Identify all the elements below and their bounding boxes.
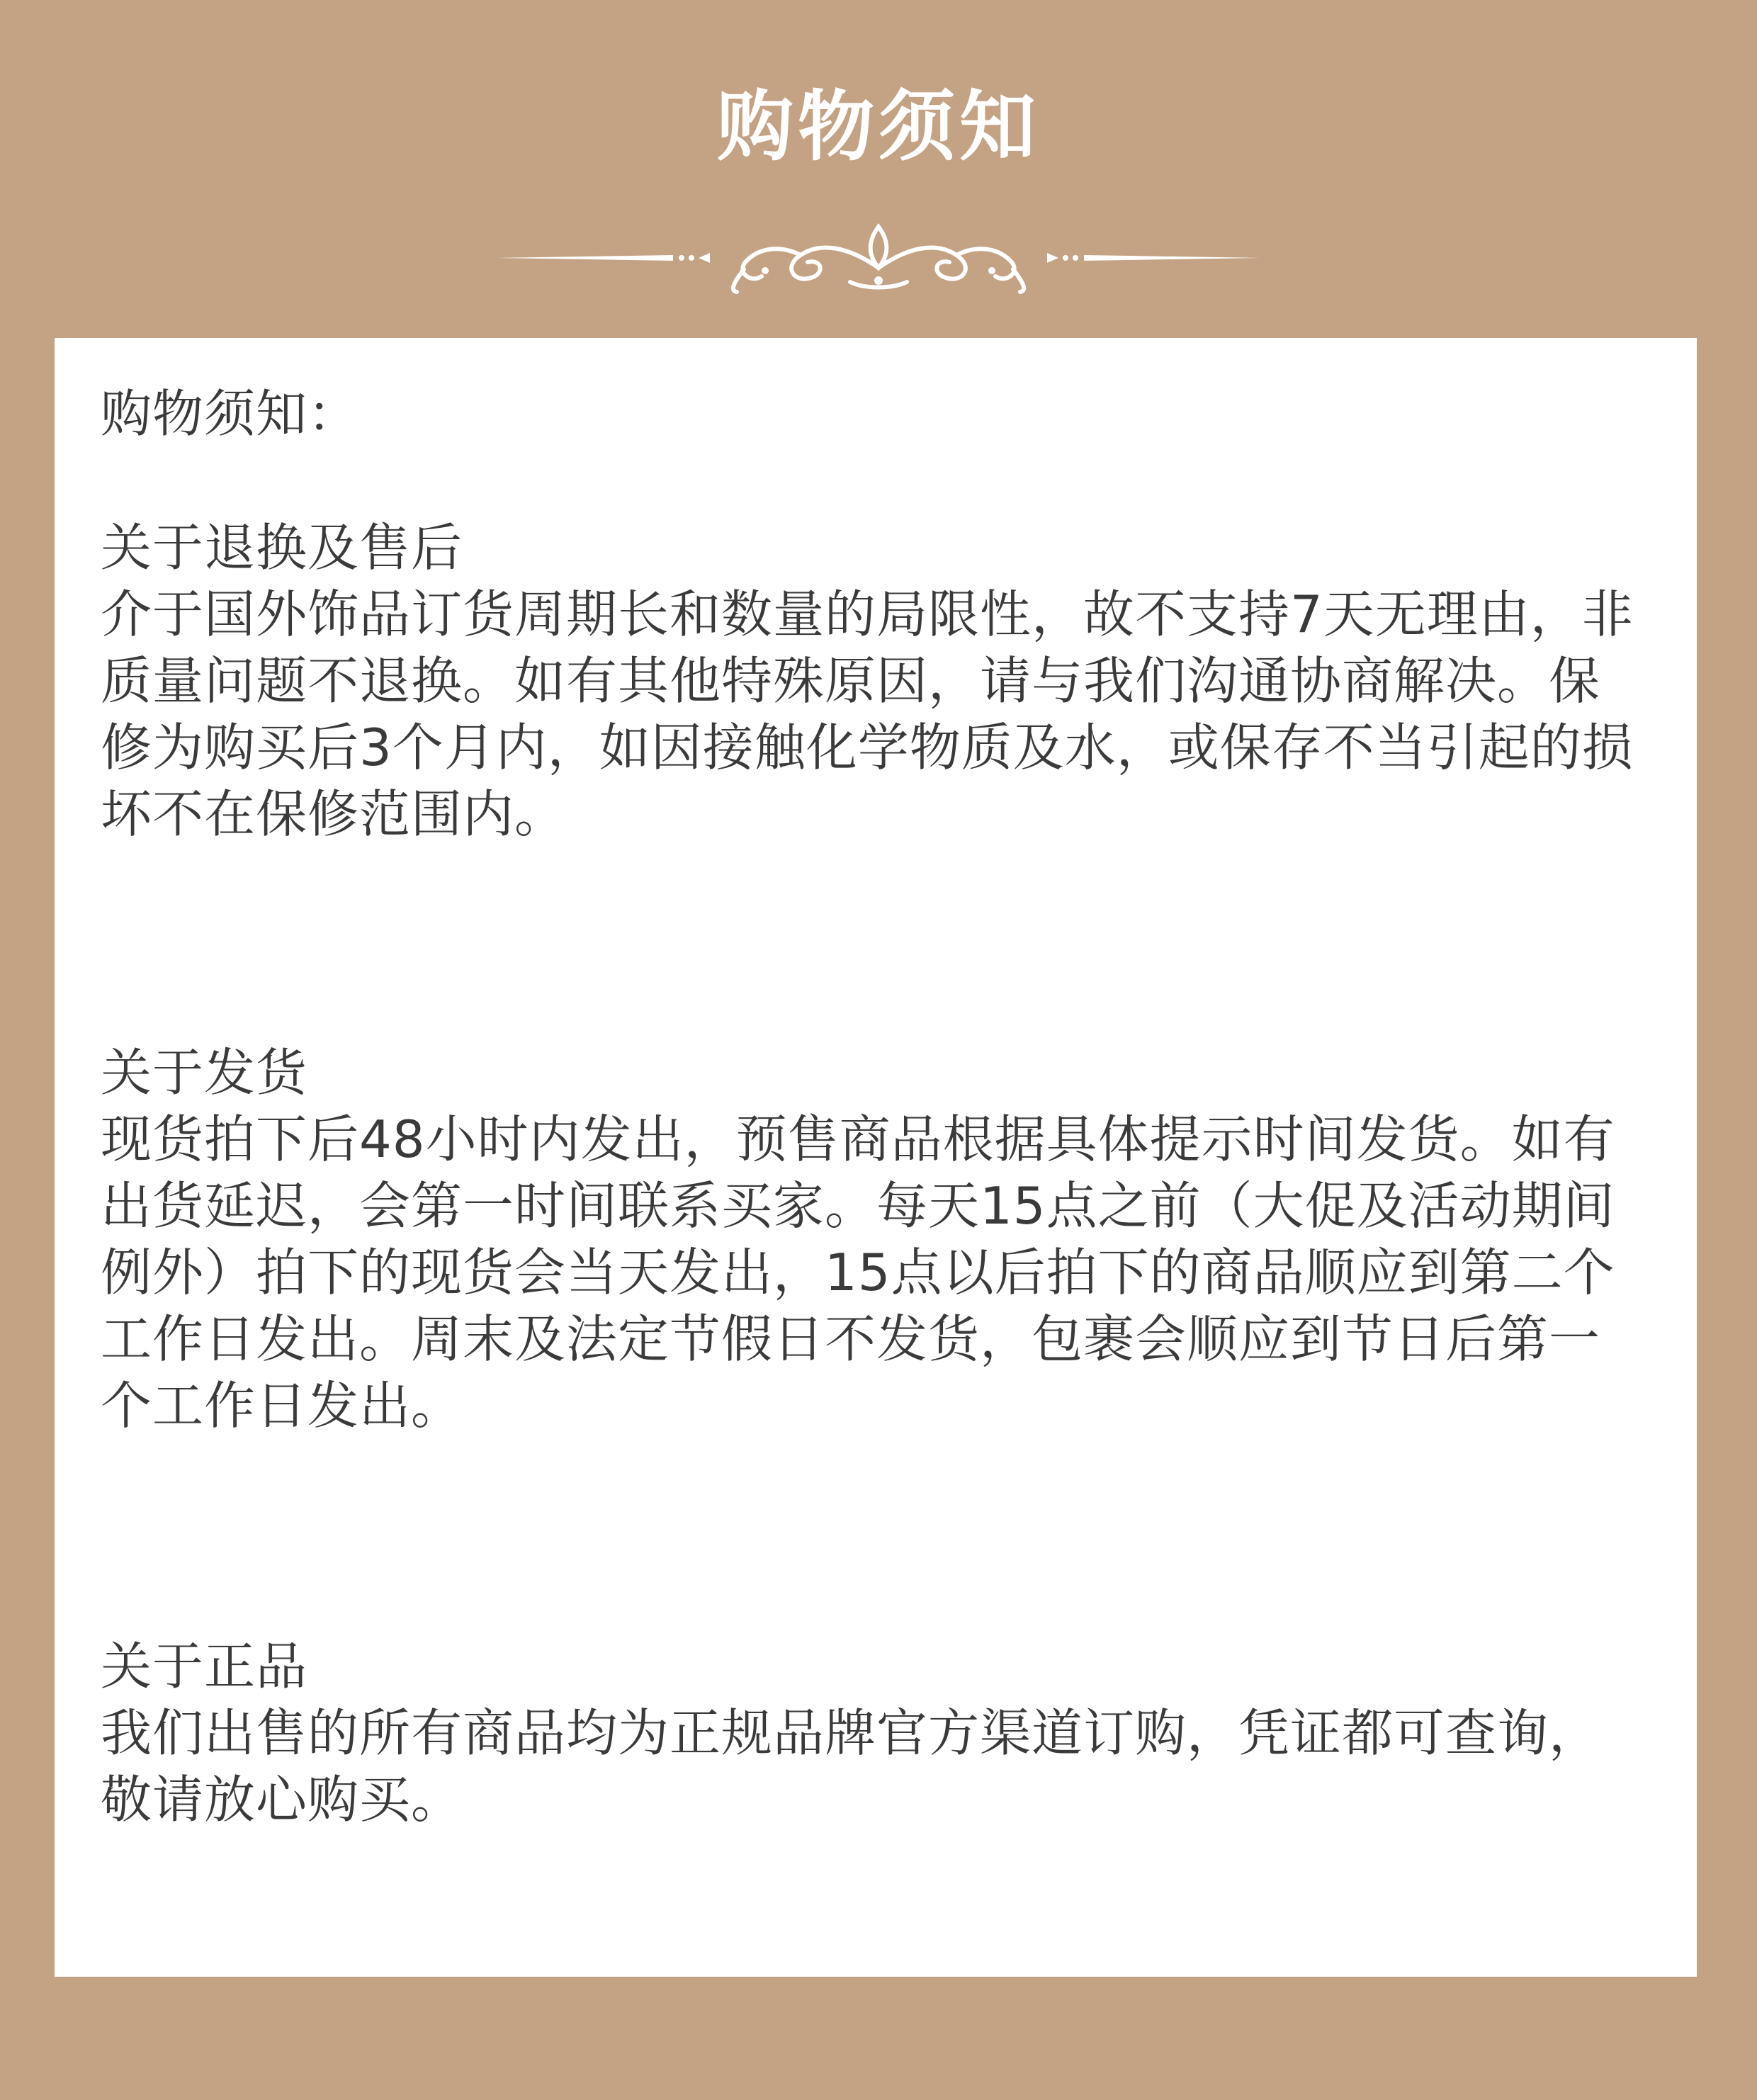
section-returns-body: 介于国外饰品订货周期长和数量的局限性，故不支持7天无理由，非质量问题不退换。如有其他特殊原因，请与我们沟通协商解决。保修为购买后3个月内，如因接触化学物质及水，或保存不当引起的损坏不在保修范围内。 [101, 585, 1634, 844]
section-returns [101, 514, 1645, 847]
page-title: 购物须知 [716, 83, 1040, 171]
ornament-divider-icon [496, 213, 1261, 305]
notice-intro: 购物须知： [101, 384, 360, 444]
section-authentic [101, 1633, 1645, 1833]
section-shipping [101, 1039, 1645, 1439]
section-shipping-body: 现货拍下后48小时内发出，预售商品根据具体提示时间发货。如有出货延迟，会第一时间联系买家。每天15点之前（大促及活动期间例外）拍下的现货会当天发出，15点以后拍下的商品顺应到第二个工作日发出。周末及法定节假日不发货，包裹会顺应到节日后第一个工作日发出。 [101, 1110, 1615, 1435]
section-authentic-body: 我们出售的所有商品均为正规品牌官方渠道订购，凭证都可查询，敬请放心购买。 [101, 1703, 1601, 1829]
section-shipping-heading: 关于发货 [101, 1043, 308, 1102]
section-returns-heading: 关于退换及售后 [101, 518, 463, 577]
section-authentic-heading: 关于正品 [101, 1637, 308, 1696]
